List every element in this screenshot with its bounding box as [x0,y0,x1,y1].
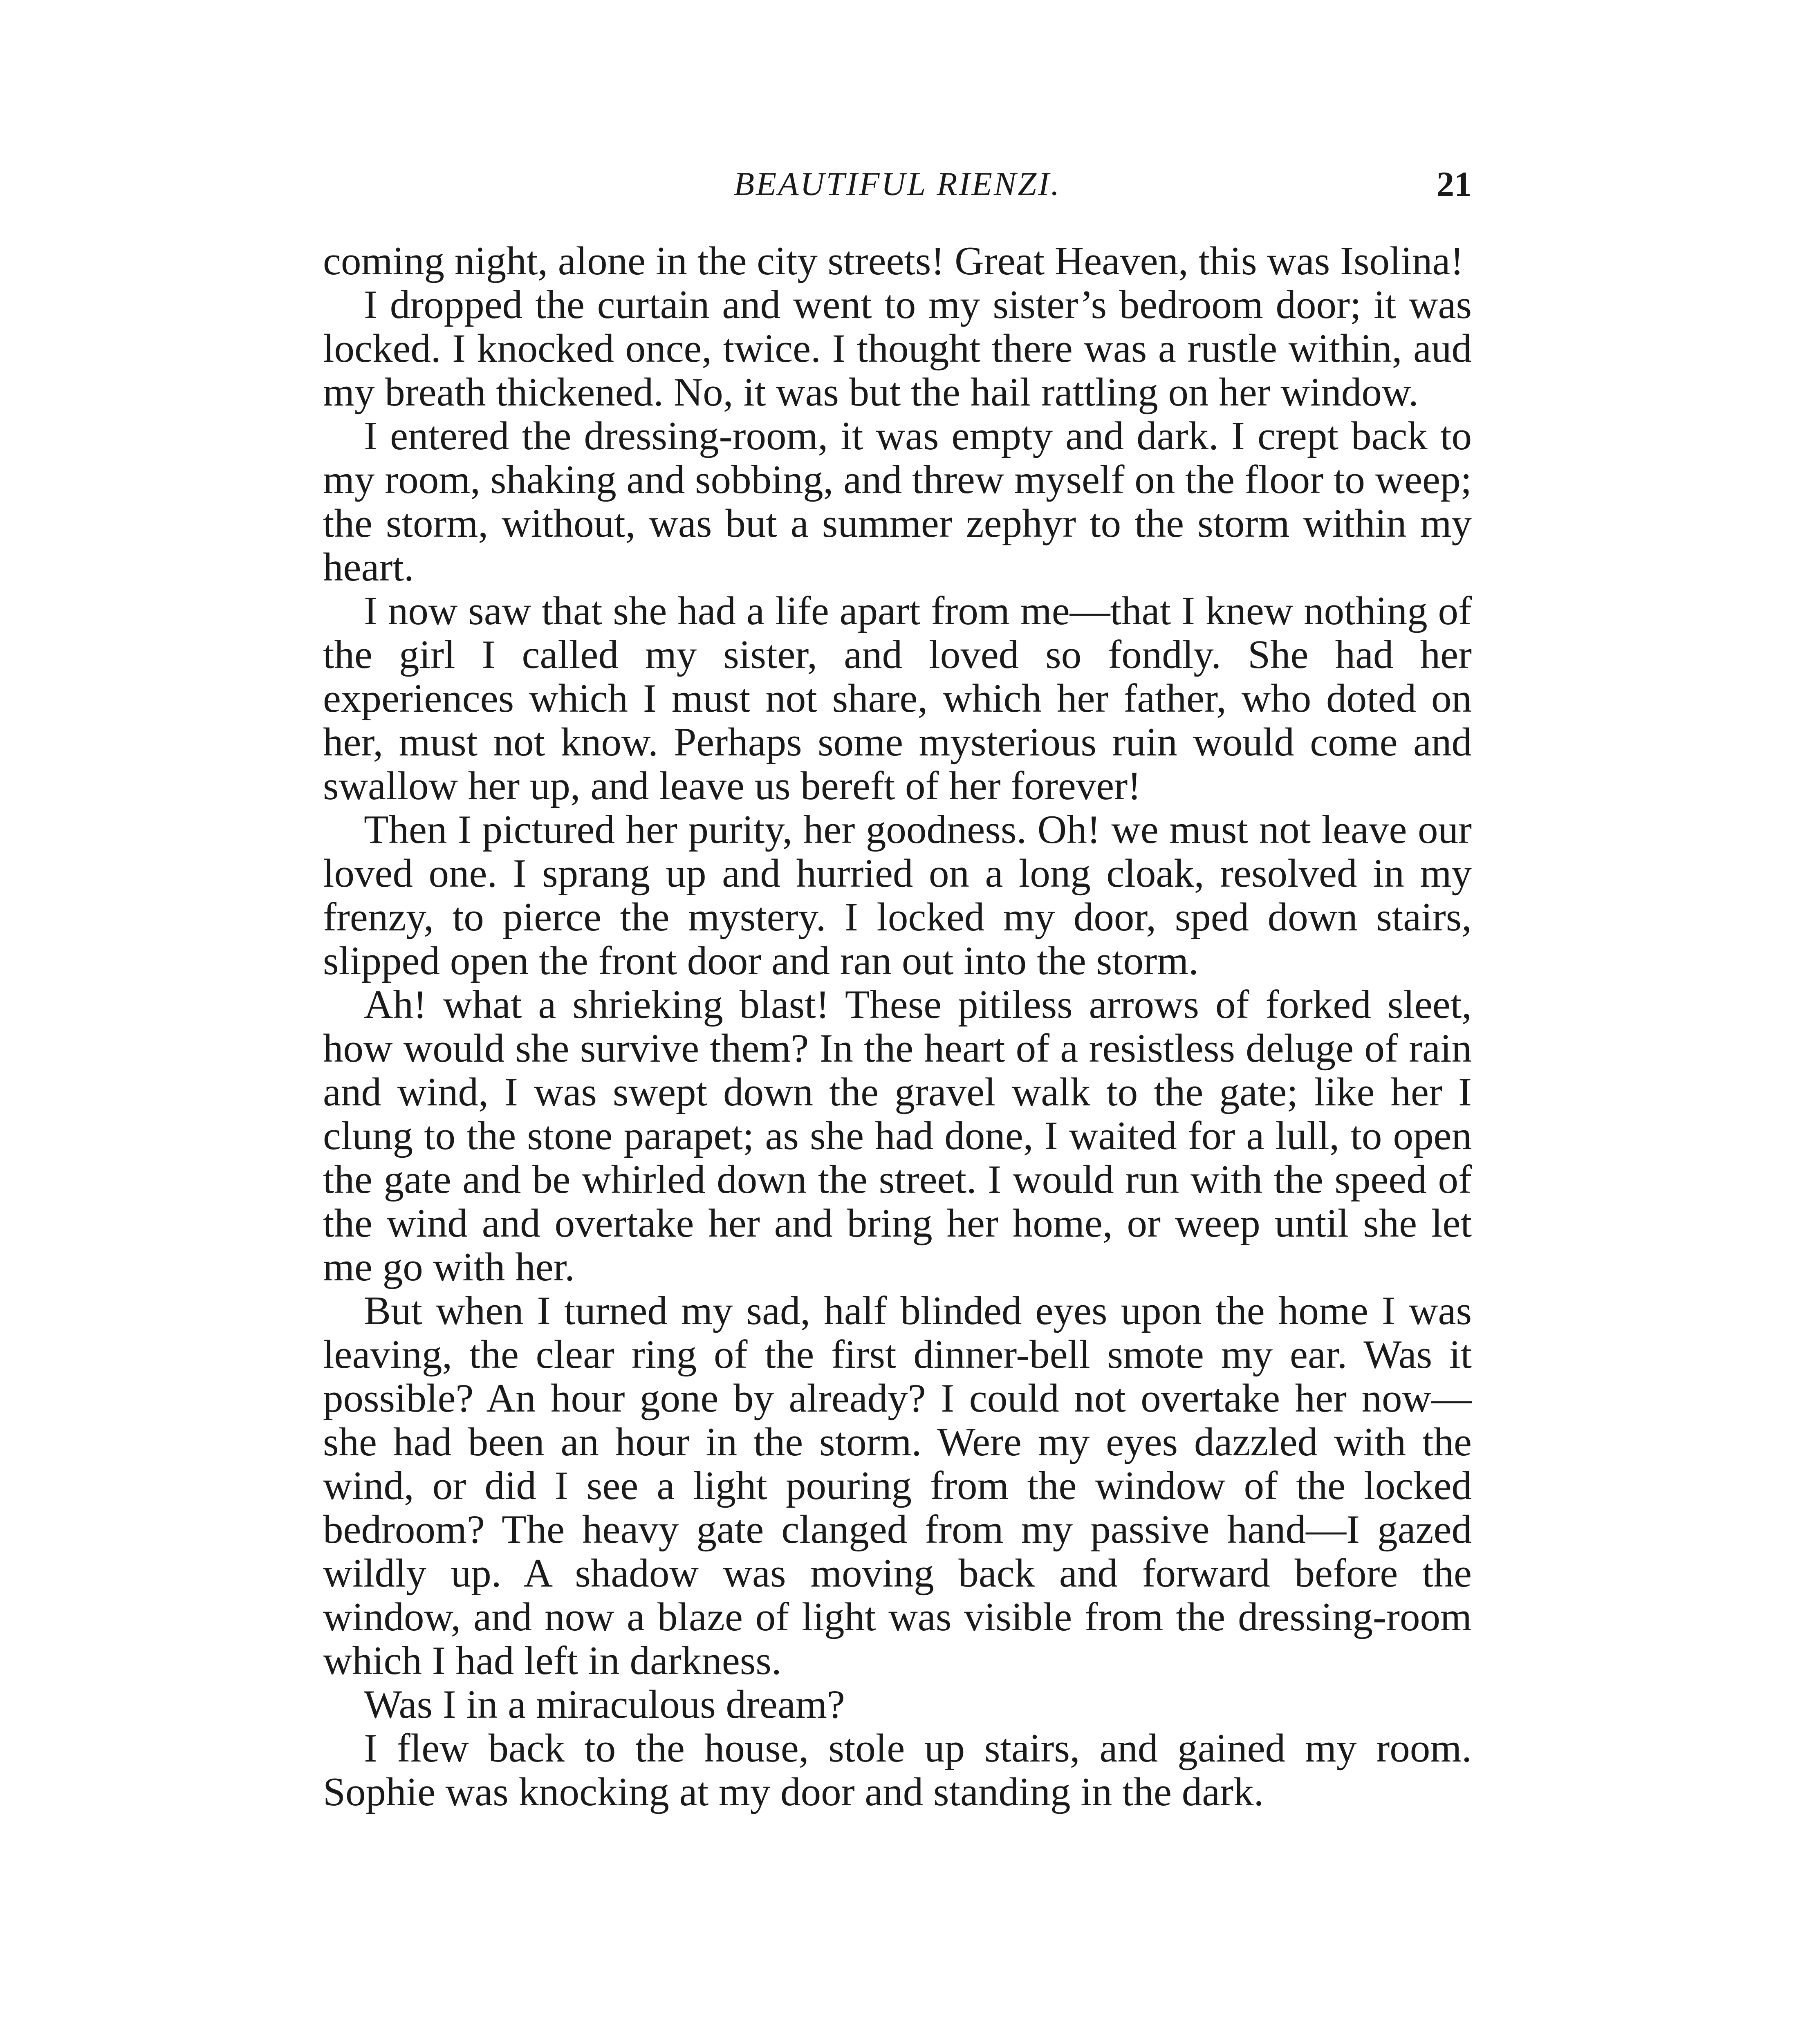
paragraph-3: I entered the dressing-room, it was empty and dark. I crept back to my room, shaking and sobbing, and threw myself on the floor to weep; the storm, without, was but a summer zephyr to the storm within my heart. [323,414,1472,589]
page-number: 21 [1437,164,1472,204]
paragraph-5: Then I pictured her purity, her goodness. Oh! we must not leave our loved one. I sprang up and hurried on a long cloak, resolved in my frenzy, to pierce the mystery. I locked my door, sped down stairs, slipped open the front door and ran out into the storm. [323,807,1472,983]
paragraph-1: coming night, alone in the city streets! Great Heaven, this was Isolina! [323,239,1464,283]
running-title: BEAUTIFUL RIENZI. [734,165,1061,202]
running-head [323,161,1472,206]
paragraph-6: Ah! what a shrieking blast! These pitiless arrows of forked sleet, how would she survive them? In the heart of a resistless deluge of rain and wind, I was swept down the gravel walk to the gate; like her I clung to the stone parapet; as she had done, I waited for a lull, to open the gate and be whirled down the street. I would run with the speed of the wind and overtake her and bring her home, or weep until she let me go with her. [323,982,1472,1289]
paragraph-2: I dropped the curtain and went to my sister’s bedroom door; it was locked. I knocked once, twice. I thought there was a rustle within, aud my breath thickened. No, it was but the hail rattling on her window. [323,282,1472,415]
body-text [323,239,1472,1814]
paragraph-8: Was I in a miraculous dream? [364,1682,845,1727]
paragraph-4: I now saw that she had a life apart from me—that I knew nothing of the girl I called my sister, and loved so fondly. She had her experiences which I must not share, which her father, who doted on her, must not know. Perhaps some mysterious ruin would come and swallow her up, and leave us bereft of her forever! [323,589,1472,808]
paragraph-7: But when I turned my sad, half blinded eyes upon the home I was leaving, the clear ring of the first dinner-bell smote my ear. Was it possible? An hour gone by already? I could not overtake her now—she had been an hour in the storm. Were my eyes dazzled with the wind, or did I see a light pouring from the window of the locked bedroom? The heavy gate clanged from my passive hand—I gazed wildly up. A shadow was moving back and forward before the window, and now a blaze of light was visible from the dressing-room which I had left in darkness. [323,1289,1472,1683]
paragraph-9: I flew back to the house, stole up stairs, and gained my room. Sophie was knocking at my door and standing in the dark. [323,1726,1472,1814]
